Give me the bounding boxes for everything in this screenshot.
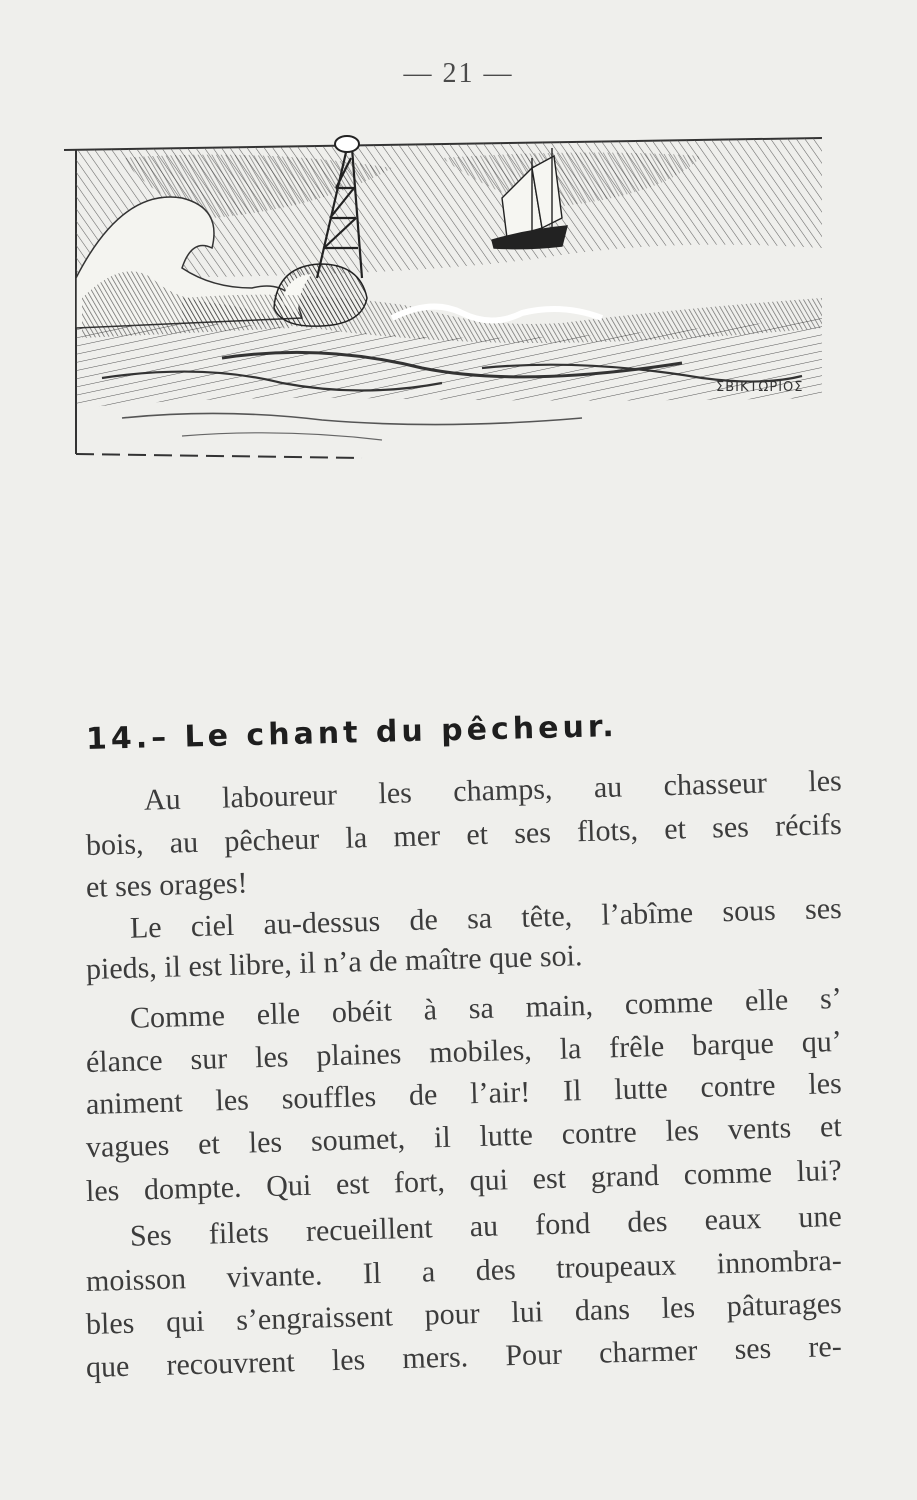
paragraph-line: Comme elle obéit à sa main, comme elle s’	[129, 981, 843, 1035]
illustration-signature: ΣΒΙΚΤΩΡΙΟΣ	[716, 380, 804, 395]
paragraph-line: Au laboureur les champs, au chasseur les	[143, 764, 843, 817]
paragraph-line: moisson vivante. Il a des troupeaux innombra-	[85, 1243, 843, 1298]
paragraph-line: bois, au pêcheur la mer et ses flots, et ses récifs	[85, 807, 843, 862]
paragraph-line: les dompte. Qui est fort, qui est grand comme lui?	[85, 1153, 843, 1208]
paragraph-line: Le ciel au-dessus de sa tête, l’abîme sous ses	[129, 891, 843, 945]
paragraph-line: que recouvrent les mers. Pour charmer ses re-	[85, 1329, 843, 1384]
paragraph-line: pieds, il est libre, il n’a de maître que soi.	[85, 939, 583, 986]
paragraph-line: vagues et les soumet, il lutte contre les vents et	[85, 1109, 843, 1164]
stormy-sea-illustration	[62, 128, 824, 464]
paragraph-line: et ses orages!	[85, 866, 248, 904]
stormy-sea-illustration-icon	[62, 128, 824, 464]
paragraph-line: animent les souffles de l’air! Il lutte contre les	[85, 1066, 843, 1121]
paragraph-line: élance sur les plaines mobiles, la frêle barque qu’	[85, 1024, 843, 1079]
paragraph-line: bles qui s’engraissent pour lui dans les pâturages	[85, 1286, 843, 1341]
page-number: — 21 —	[403, 58, 514, 89]
paragraph-line: Ses filets recueillent au fond des eaux une	[129, 1199, 843, 1253]
chapter-title: 14.– Le chant du pêcheur.	[85, 709, 619, 757]
